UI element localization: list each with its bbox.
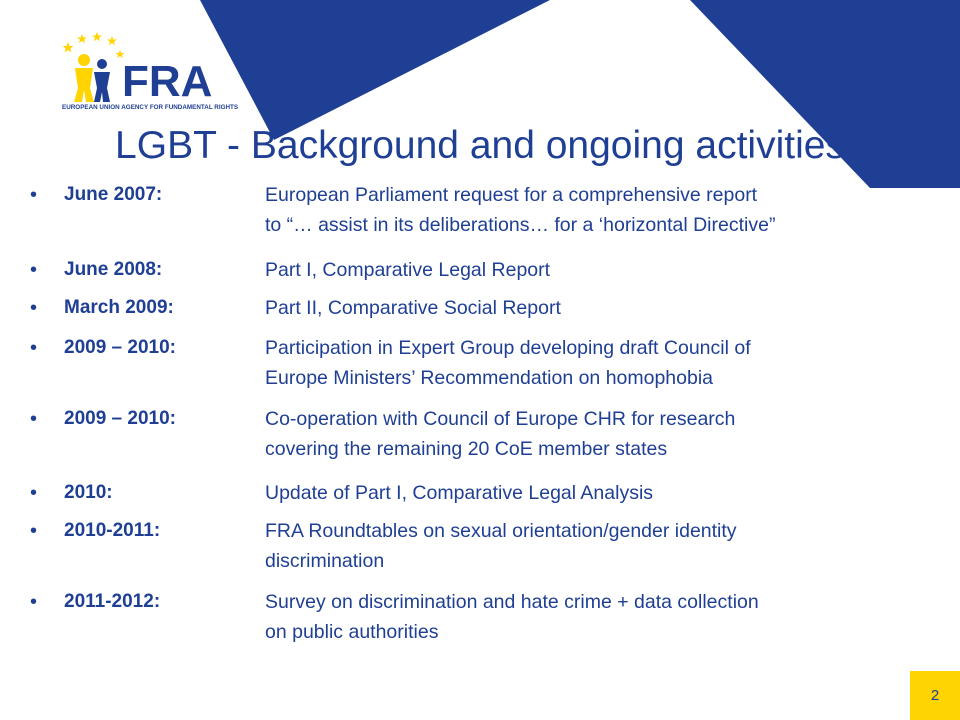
- bullet: •: [30, 520, 38, 542]
- item-line: Part I, Comparative Legal Report: [265, 259, 551, 281]
- item-date: 2009 – 2010:: [64, 408, 176, 429]
- item-date: 2011-2012:: [64, 591, 161, 612]
- item-line: Update of Part I, Comparative Legal Analysis: [265, 482, 654, 504]
- item-line: European Parliament request for a comprehensive report: [265, 184, 758, 206]
- item-text: [265, 255, 905, 285]
- fra-tagline: EUROPEAN UNION AGENCY FOR FUNDAMENTAL RIGHTS: [62, 104, 239, 111]
- item-text: [265, 180, 905, 240]
- item-line: Europe Ministers’ Recommendation on homophobia: [265, 367, 714, 389]
- item-date: 2009 – 2010:: [64, 337, 176, 358]
- item-line: FRA Roundtables on sexual orientation/gender identity: [265, 520, 737, 542]
- fra-logo-icon: [60, 30, 240, 112]
- item-line: Survey on discrimination and hate crime + data collection: [265, 591, 759, 613]
- item-line: discrimination: [265, 550, 385, 572]
- item-line: on public authorities: [265, 621, 439, 643]
- item-text: [265, 478, 905, 508]
- item-line: Co-operation with Council of Europe CHR for research: [265, 408, 736, 430]
- slide-title: LGBT - Background and ongoing activities: [115, 124, 845, 167]
- bullet: •: [30, 482, 38, 504]
- item-date: June 2008:: [64, 259, 163, 280]
- item-text: [265, 516, 905, 576]
- item-text: [265, 293, 905, 323]
- item-date: 2010:: [64, 482, 113, 503]
- item-text: [265, 404, 905, 464]
- item-line: to “… assist in its deliberations… for a ‘horizontal Directive”: [265, 214, 776, 236]
- item-date: 2010-2011:: [64, 520, 161, 541]
- item-text: [265, 587, 905, 647]
- page-number: 2: [910, 671, 960, 720]
- item-date: June 2007:: [64, 184, 163, 205]
- bullet: •: [30, 408, 38, 430]
- item-line: Participation in Expert Group developing draft Council of: [265, 337, 751, 359]
- item-text: [265, 333, 905, 393]
- bullet: •: [30, 184, 38, 206]
- bullet: •: [30, 591, 38, 613]
- bullet: •: [30, 337, 38, 359]
- item-line: Part II, Comparative Social Report: [265, 297, 561, 319]
- item-line: covering the remaining 20 CoE member states: [265, 438, 668, 460]
- item-date: March 2009:: [64, 297, 174, 318]
- bullet: •: [30, 259, 38, 281]
- fra-logo: [60, 30, 240, 112]
- bullet: •: [30, 297, 38, 319]
- fra-wordmark: FRA: [122, 57, 213, 106]
